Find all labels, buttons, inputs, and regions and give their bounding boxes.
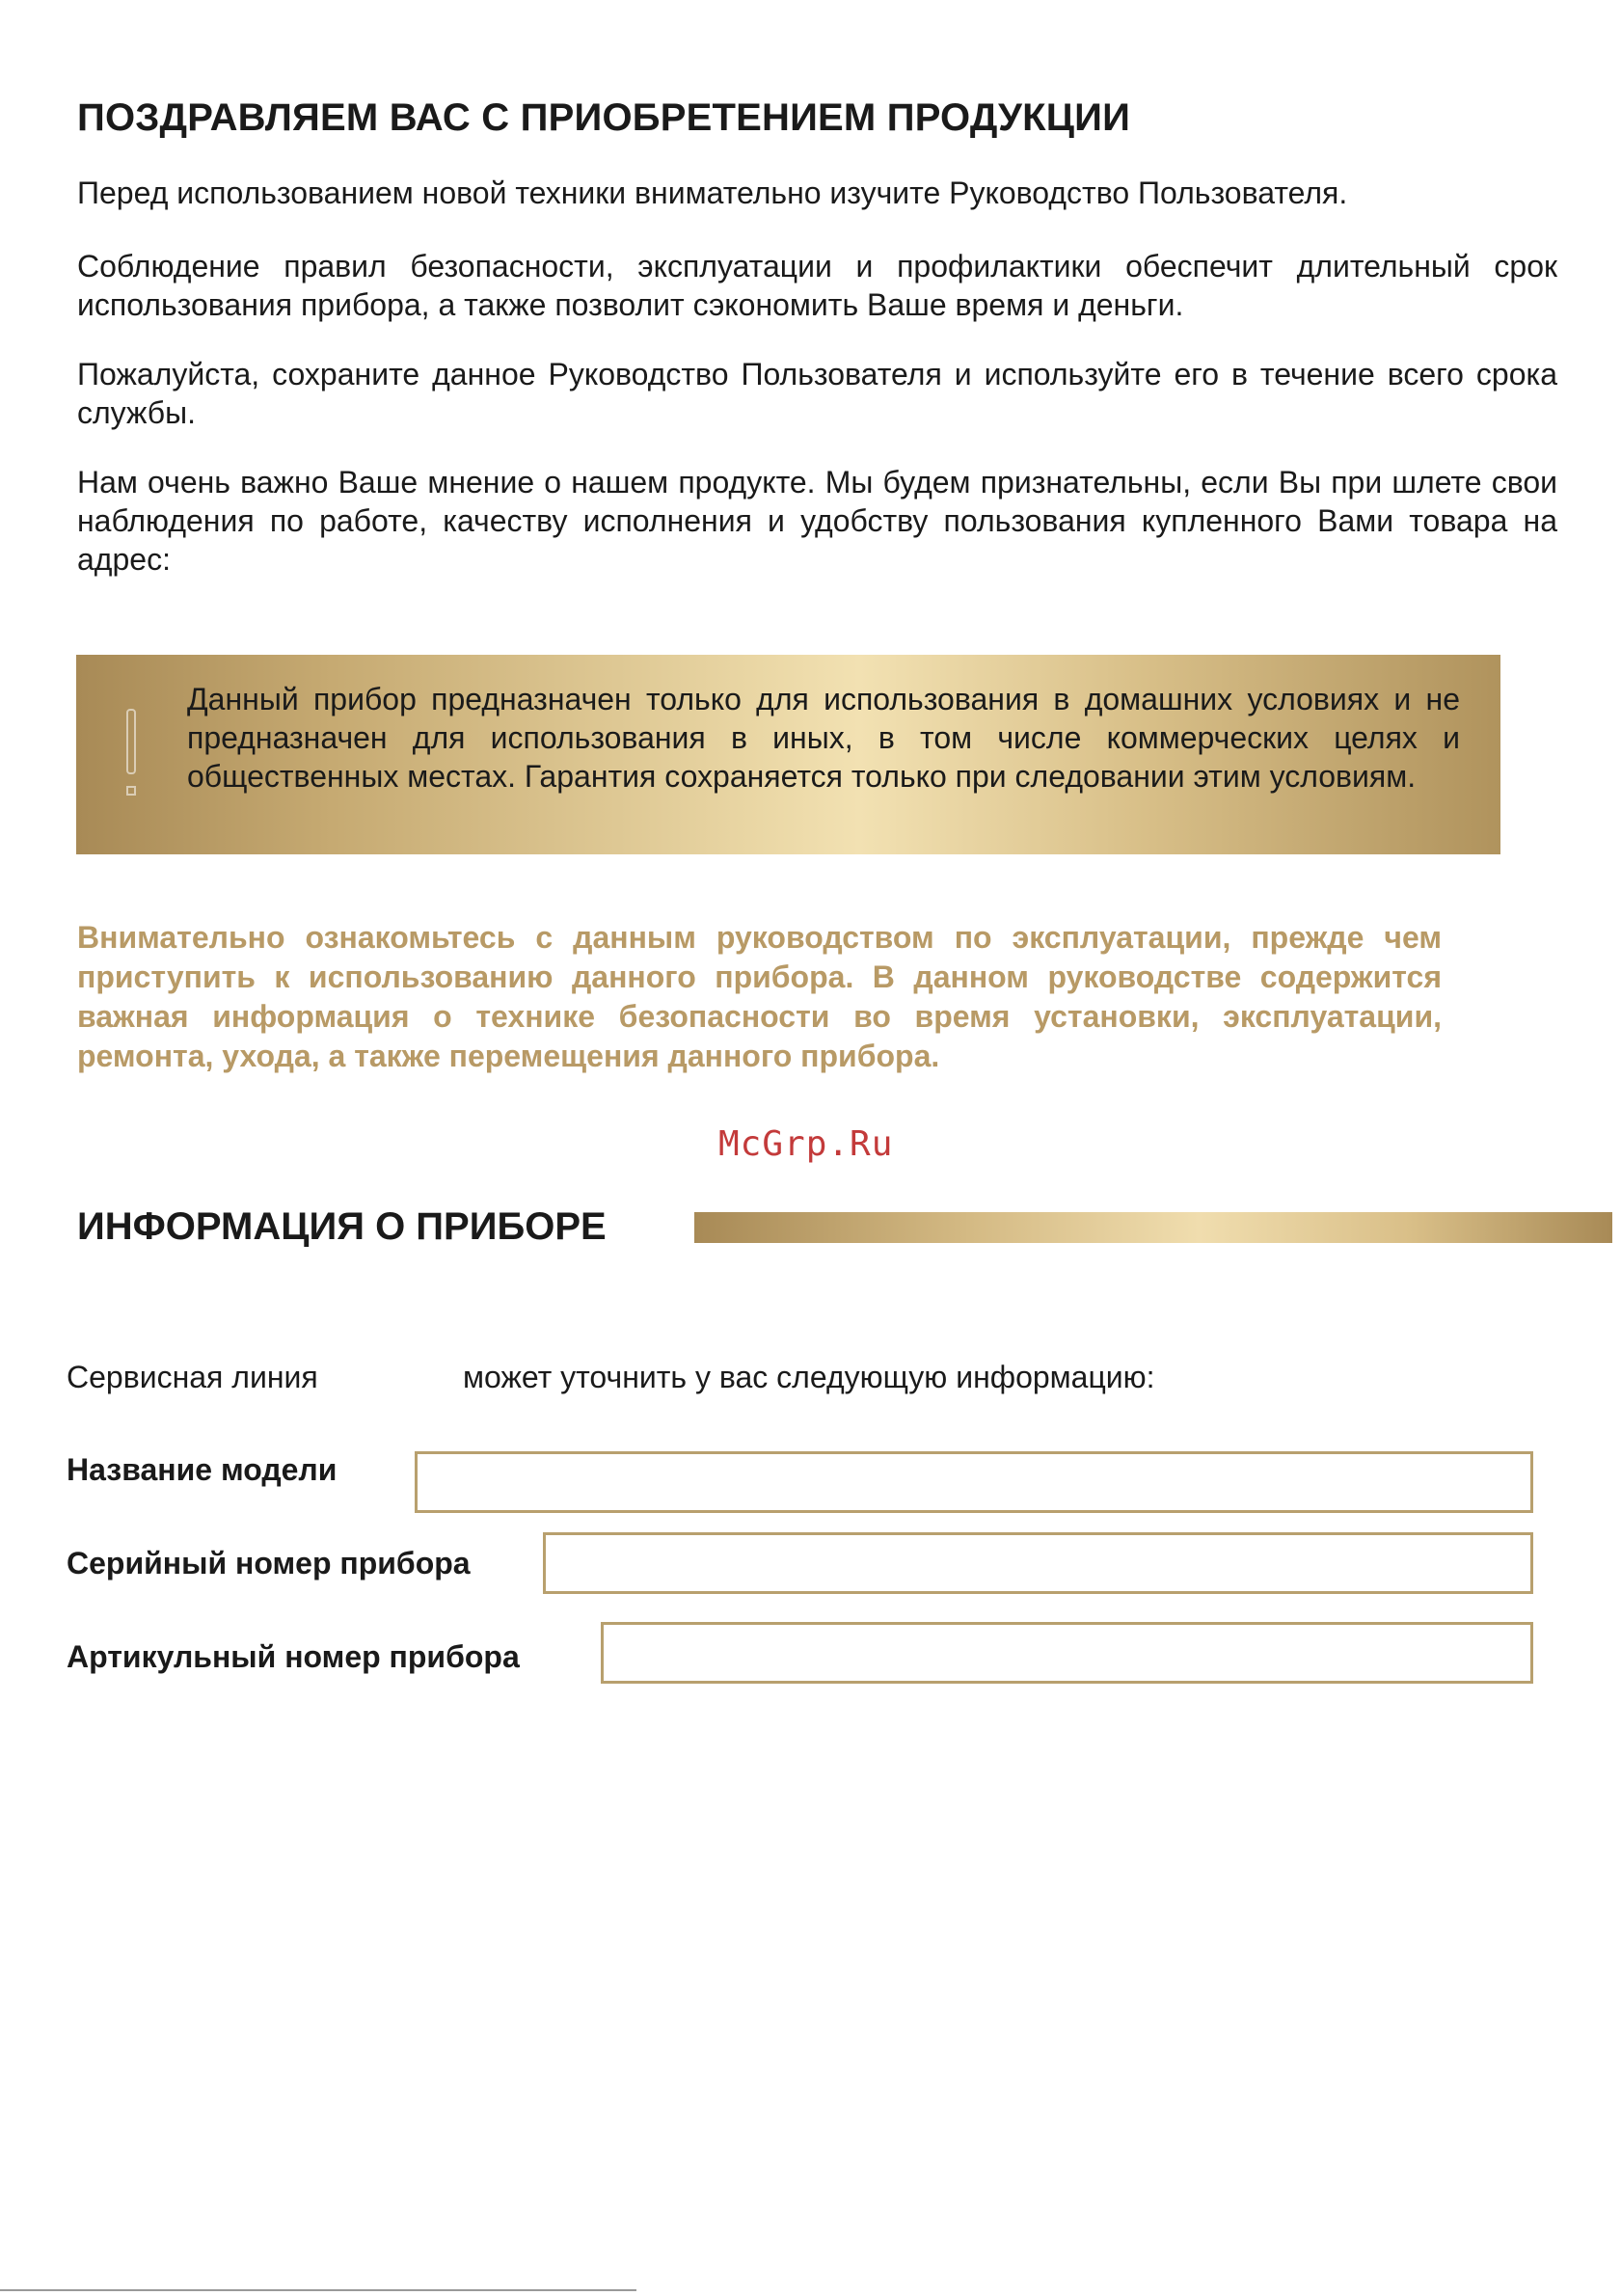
footer-divider (0, 2289, 636, 2291)
model-name-label: Название модели (67, 1452, 338, 1487)
intro-paragraph-2: Соблюдение правил безопасности, эксплуатации и профилактики обеспечит длительный срок использования прибора, а также позволит сэкономить Ваше время и деньги. (77, 249, 1557, 322)
notice-banner (76, 655, 1500, 854)
page-title: ПОЗДРАВЛЯЕМ ВАС С ПРИОБРЕТЕНИЕМ ПРОДУКЦИИ (77, 96, 1131, 139)
article-number-label: Артикульный номер прибора (67, 1639, 520, 1674)
serial-number-label: Серийный номер прибора (67, 1546, 471, 1580)
section-decor-bar (694, 1212, 1612, 1243)
section-heading: ИНФОРМАЦИЯ О ПРИБОРЕ (77, 1205, 607, 1248)
service-line-text: может уточнить у вас следующую информацию: (463, 1360, 1155, 1394)
model-name-field[interactable] (415, 1451, 1533, 1513)
intro-paragraph-4: Нам очень важно Ваше мнение о нашем продукте. Мы будем признательны, если Вы при шлете свои наблюдения по работе, качеству исполнения и удобству пользования купленного Вами товара на адрес: (77, 465, 1557, 577)
intro-paragraph-1: Перед использованием новой техники внимательно изучите Руководство Пользователя. (77, 176, 1348, 210)
article-number-field[interactable] (601, 1622, 1533, 1684)
notice-text: Данный прибор предназначен только для использования в домашних условиях и не предназначен для использования в иных, в том числе коммерческих целях и общественных местах. Гарантия сохраняется только при следовании этим условиям. (187, 682, 1460, 794)
watermark-text: McGrp.Ru (718, 1124, 894, 1164)
intro-paragraph-3: Пожалуйста, сохраните данное Руководство Пользователя и используйте его в течение всего срока службы. (77, 357, 1557, 430)
serial-number-field[interactable] (543, 1532, 1533, 1594)
warning-text: Внимательно ознакомьтесь с данным руководством по эксплуатации, прежде чем приступить к использованию данного прибора. В данном руководстве содержится важная информация о технике безопасности во время установки, эксплуатации, ремонта, ухода, а также перемещения данного прибора. (77, 920, 1442, 1073)
service-line-label: Сервисная линия (67, 1360, 318, 1394)
exclamation-icon (124, 709, 138, 805)
